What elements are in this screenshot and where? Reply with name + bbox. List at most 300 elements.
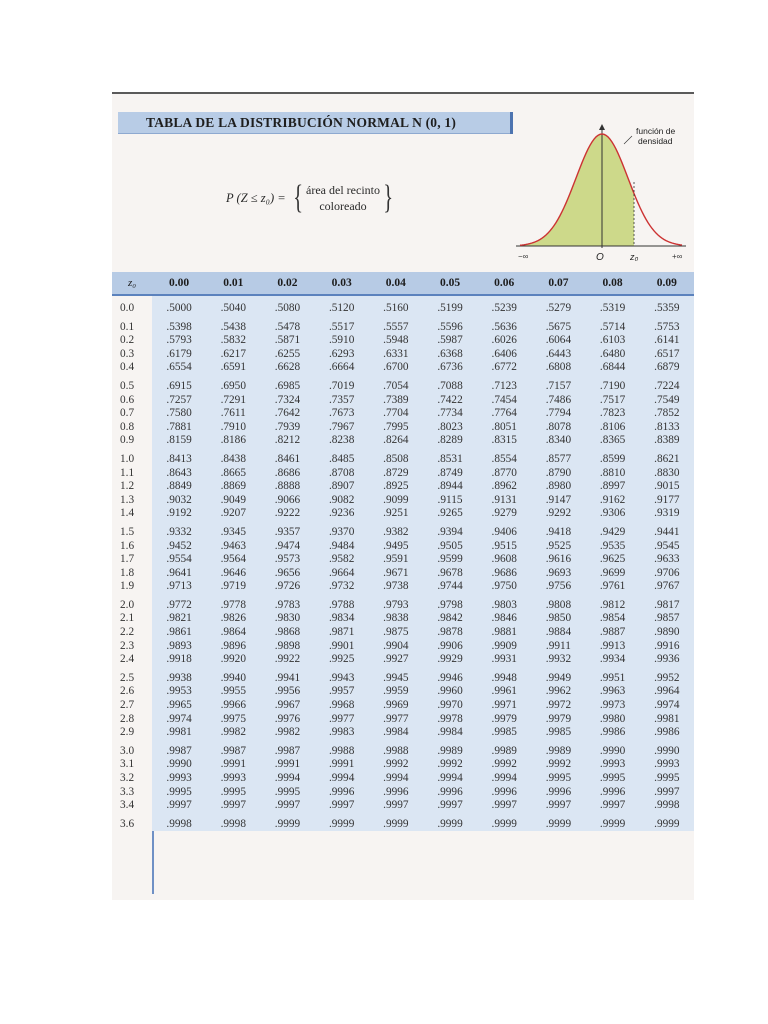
probability-cell: .8554: [477, 448, 531, 467]
probability-cell: .6879: [640, 361, 694, 375]
probability-cell: .6368: [423, 348, 477, 362]
probability-cell: .9916: [640, 640, 694, 654]
probability-cell: .9999: [423, 813, 477, 832]
probability-cell: .9955: [206, 685, 260, 699]
probability-cell: .9989: [531, 740, 585, 759]
probability-cell: .6026: [477, 334, 531, 348]
probability-cell: .9370: [315, 521, 369, 540]
z-value-cell: 0.6: [112, 394, 152, 408]
z-column-header: z₀: [112, 272, 152, 295]
table-row: [112, 685, 694, 699]
probability-cell: .8944: [423, 480, 477, 494]
right-brace: }: [383, 179, 394, 216]
probability-cell: .9953: [152, 685, 206, 699]
probability-cell: .9963: [586, 685, 640, 699]
probability-cell: .9999: [260, 813, 314, 832]
probability-cell: .9996: [369, 786, 423, 800]
probability-cell: .9999: [531, 813, 585, 832]
probability-cell: .9993: [206, 772, 260, 786]
probability-cell: .8340: [531, 434, 585, 448]
probability-cell: .9991: [315, 758, 369, 772]
probability-cell: .7019: [315, 375, 369, 394]
table-row: [112, 653, 694, 667]
probability-cell: .9911: [531, 640, 585, 654]
probability-cell: .9177: [640, 494, 694, 508]
probability-cell: .9977: [369, 713, 423, 727]
probability-cell: .9996: [531, 786, 585, 800]
probability-cell: .9896: [206, 640, 260, 654]
probability-cell: .9936: [640, 653, 694, 667]
probability-cell: .9834: [315, 612, 369, 626]
probability-cell: .9495: [369, 540, 423, 554]
probability-cell: .7794: [531, 407, 585, 421]
probability-cell: .7054: [369, 375, 423, 394]
probability-cell: .9015: [640, 480, 694, 494]
z-value-cell: 1.0: [112, 448, 152, 467]
probability-cell: .9996: [423, 786, 477, 800]
z-value-cell: 2.2: [112, 626, 152, 640]
probability-cell: .6517: [640, 348, 694, 362]
probability-cell: .5596: [423, 316, 477, 335]
probability-cell: .9484: [315, 540, 369, 554]
probability-cell: .9991: [206, 758, 260, 772]
probability-cell: .6141: [640, 334, 694, 348]
probability-cell: .9951: [586, 667, 640, 686]
column-header: 0.02: [260, 272, 314, 295]
probability-cell: .9875: [369, 626, 423, 640]
probability-cell: .8051: [477, 421, 531, 435]
left-brace: {: [292, 179, 303, 216]
probability-cell: .5359: [640, 295, 694, 316]
probability-cell: .9989: [477, 740, 531, 759]
probability-cell: .5793: [152, 334, 206, 348]
probability-cell: .7190: [586, 375, 640, 394]
probability-cell: .9994: [423, 772, 477, 786]
probability-cell: .7673: [315, 407, 369, 421]
probability-cell: .9998: [206, 813, 260, 832]
probability-cell: .9719: [206, 580, 260, 594]
probability-cell: .9980: [586, 713, 640, 727]
probability-cell: .9965: [152, 699, 206, 713]
probability-cell: .9993: [586, 758, 640, 772]
probability-cell: .9162: [586, 494, 640, 508]
probability-cell: .5199: [423, 295, 477, 316]
z-value-cell: 0.5: [112, 375, 152, 394]
probability-cell: .9573: [260, 553, 314, 567]
probability-cell: .9452: [152, 540, 206, 554]
probability-cell: .9812: [586, 594, 640, 613]
z-value-cell: 0.0: [112, 295, 152, 316]
column-header: 0.07: [531, 272, 585, 295]
probability-cell: .6772: [477, 361, 531, 375]
z-value-cell: 3.6: [112, 813, 152, 832]
probability-cell: .7852: [640, 407, 694, 421]
probability-cell: .5753: [640, 316, 694, 335]
probability-cell: .6664: [315, 361, 369, 375]
probability-cell: .8849: [152, 480, 206, 494]
probability-cell: .9990: [640, 740, 694, 759]
probability-cell: .7764: [477, 407, 531, 421]
probability-cell: .9515: [477, 540, 531, 554]
probability-cell: .5871: [260, 334, 314, 348]
probability-cell: .8810: [586, 467, 640, 481]
table-page: [112, 92, 694, 900]
probability-cell: .9871: [315, 626, 369, 640]
probability-cell: .7224: [640, 375, 694, 394]
probability-cell: .9998: [152, 813, 206, 832]
probability-cell: .9693: [531, 567, 585, 581]
table-row: [112, 726, 694, 740]
table-row: [112, 667, 694, 686]
probability-cell: .9997: [531, 799, 585, 813]
probability-cell: .9842: [423, 612, 477, 626]
probability-cell: .8643: [152, 467, 206, 481]
probability-cell: .9997: [206, 799, 260, 813]
probability-cell: .9997: [640, 786, 694, 800]
z-value-cell: 0.1: [112, 316, 152, 335]
probability-cell: .9279: [477, 507, 531, 521]
probability-cell: .9909: [477, 640, 531, 654]
probability-cell: .9997: [260, 799, 314, 813]
curve-label-line-2: densidad: [638, 136, 673, 146]
probability-cell: .5832: [206, 334, 260, 348]
probability-cell: .9982: [260, 726, 314, 740]
probability-cell: .8289: [423, 434, 477, 448]
probability-cell: .8485: [315, 448, 369, 467]
probability-cell: .9968: [315, 699, 369, 713]
probability-cell: .9306: [586, 507, 640, 521]
probability-cell: .9934: [586, 653, 640, 667]
table-row: [112, 480, 694, 494]
z0-label: z₀: [630, 252, 639, 262]
probability-cell: .9750: [477, 580, 531, 594]
probability-cell: .9846: [477, 612, 531, 626]
probability-cell: .9999: [640, 813, 694, 832]
probability-cell: .9962: [531, 685, 585, 699]
probability-cell: .9099: [369, 494, 423, 508]
probability-cell: .9992: [531, 758, 585, 772]
probability-cell: .9382: [369, 521, 423, 540]
probability-cell: .9990: [152, 758, 206, 772]
z-value-cell: 2.3: [112, 640, 152, 654]
probability-cell: .9625: [586, 553, 640, 567]
probability-cell: .9982: [206, 726, 260, 740]
probability-cell: .9744: [423, 580, 477, 594]
probability-cell: .5319: [586, 295, 640, 316]
probability-cell: .7910: [206, 421, 260, 435]
probability-cell: .9878: [423, 626, 477, 640]
probability-cell: .9970: [423, 699, 477, 713]
probability-cell: .5438: [206, 316, 260, 335]
probability-cell: .9292: [531, 507, 585, 521]
probability-cell: .6985: [260, 375, 314, 394]
probability-cell: .9192: [152, 507, 206, 521]
probability-cell: .9251: [369, 507, 423, 521]
table-row: [112, 407, 694, 421]
probability-cell: .6915: [152, 375, 206, 394]
probability-cell: .9783: [260, 594, 314, 613]
probability-cell: .7157: [531, 375, 585, 394]
probability-cell: .6700: [369, 361, 423, 375]
column-header: 0.05: [423, 272, 477, 295]
probability-cell: .9881: [477, 626, 531, 640]
formula-line-1: área del recinto: [306, 183, 380, 197]
probability-cell: .9671: [369, 567, 423, 581]
probability-cell: .5714: [586, 316, 640, 335]
probability-cell: .9664: [315, 567, 369, 581]
z-value-cell: 2.7: [112, 699, 152, 713]
probability-cell: .9761: [586, 580, 640, 594]
probability-cell: .9418: [531, 521, 585, 540]
probability-cell: .9826: [206, 612, 260, 626]
probability-cell: .9599: [423, 553, 477, 567]
probability-cell: .9441: [640, 521, 694, 540]
probability-cell: .9236: [315, 507, 369, 521]
probability-cell: .7123: [477, 375, 531, 394]
probability-cell: .9394: [423, 521, 477, 540]
probability-cell: .9817: [640, 594, 694, 613]
probability-cell: .9988: [315, 740, 369, 759]
probability-cell: .9927: [369, 653, 423, 667]
probability-cell: .9463: [206, 540, 260, 554]
probability-cell: .8888: [260, 480, 314, 494]
probability-cell: .6808: [531, 361, 585, 375]
probability-cell: .7995: [369, 421, 423, 435]
probability-cell: .9959: [369, 685, 423, 699]
probability-cell: .9332: [152, 521, 206, 540]
probability-cell: .9995: [531, 772, 585, 786]
probability-cell: .9987: [206, 740, 260, 759]
probability-cell: .9992: [423, 758, 477, 772]
probability-formula: [226, 176, 396, 220]
probability-cell: .6331: [369, 348, 423, 362]
probability-cell: .8159: [152, 434, 206, 448]
probability-cell: .8186: [206, 434, 260, 448]
table-row: [112, 394, 694, 408]
table-row: [112, 434, 694, 448]
probability-cell: .9082: [315, 494, 369, 508]
probability-cell: .9960: [423, 685, 477, 699]
probability-cell: .9641: [152, 567, 206, 581]
table-row: [112, 612, 694, 626]
column-header: 0.03: [315, 272, 369, 295]
probability-cell: .9474: [260, 540, 314, 554]
z-value-cell: 1.8: [112, 567, 152, 581]
probability-cell: .6554: [152, 361, 206, 375]
probability-cell: .9999: [369, 813, 423, 832]
column-header: 0.00: [152, 272, 206, 295]
probability-cell: .9864: [206, 626, 260, 640]
probability-cell: .9994: [260, 772, 314, 786]
probability-cell: .9967: [260, 699, 314, 713]
probability-cell: .8830: [640, 467, 694, 481]
probability-cell: .6103: [586, 334, 640, 348]
table-row: [112, 786, 694, 800]
probability-cell: .9996: [477, 786, 531, 800]
probability-cell: .6736: [423, 361, 477, 375]
probability-cell: .9633: [640, 553, 694, 567]
probability-cell: .9973: [586, 699, 640, 713]
probability-cell: .7704: [369, 407, 423, 421]
probability-cell: .9357: [260, 521, 314, 540]
probability-cell: .9995: [206, 786, 260, 800]
z-value-cell: 2.6: [112, 685, 152, 699]
probability-cell: .9977: [315, 713, 369, 727]
probability-cell: .9998: [640, 799, 694, 813]
probability-cell: .9997: [152, 799, 206, 813]
formula-definition: [306, 182, 380, 214]
z-value-cell: 1.4: [112, 507, 152, 521]
probability-cell: .7823: [586, 407, 640, 421]
probability-cell: .5239: [477, 295, 531, 316]
probability-cell: .6950: [206, 375, 260, 394]
z-value-cell: 0.4: [112, 361, 152, 375]
z-value-cell: 3.4: [112, 799, 152, 813]
probability-cell: .6255: [260, 348, 314, 362]
probability-cell: .5398: [152, 316, 206, 335]
probability-cell: .9732: [315, 580, 369, 594]
probability-cell: .9999: [586, 813, 640, 832]
probability-cell: .7257: [152, 394, 206, 408]
probability-cell: .8962: [477, 480, 531, 494]
top-rule: [112, 92, 694, 94]
z-value-cell: 1.7: [112, 553, 152, 567]
probability-cell: .5279: [531, 295, 585, 316]
probability-cell: .5000: [152, 295, 206, 316]
probability-cell: .9793: [369, 594, 423, 613]
z-value-cell: 1.6: [112, 540, 152, 554]
probability-cell: .9941: [260, 667, 314, 686]
origin-label: O: [596, 252, 604, 263]
z-value-cell: 2.0: [112, 594, 152, 613]
probability-cell: .9898: [260, 640, 314, 654]
probability-cell: .8238: [315, 434, 369, 448]
probability-cell: .9505: [423, 540, 477, 554]
probability-cell: .5478: [260, 316, 314, 335]
probability-cell: .9997: [315, 799, 369, 813]
probability-cell: .8078: [531, 421, 585, 435]
probability-cell: .9981: [152, 726, 206, 740]
neg-infinity-label: −∞: [518, 252, 529, 261]
probability-cell: .9147: [531, 494, 585, 508]
probability-cell: .9976: [260, 713, 314, 727]
probability-cell: .9956: [260, 685, 314, 699]
probability-cell: .9987: [260, 740, 314, 759]
probability-cell: .6179: [152, 348, 206, 362]
z-value-cell: 2.5: [112, 667, 152, 686]
probability-cell: .8729: [369, 467, 423, 481]
table-row: [112, 813, 694, 832]
probability-cell: .8708: [315, 467, 369, 481]
probability-cell: .9767: [640, 580, 694, 594]
probability-cell: .9997: [423, 799, 477, 813]
probability-cell: .9931: [477, 653, 531, 667]
probability-cell: .8315: [477, 434, 531, 448]
probability-cell: .9699: [586, 567, 640, 581]
probability-cell: .9996: [586, 786, 640, 800]
probability-cell: .8907: [315, 480, 369, 494]
probability-cell: .9994: [369, 772, 423, 786]
probability-cell: .5948: [369, 334, 423, 348]
probability-cell: .9887: [586, 626, 640, 640]
probability-cell: .9975: [206, 713, 260, 727]
probability-cell: .8925: [369, 480, 423, 494]
probability-cell: .6293: [315, 348, 369, 362]
probability-cell: .9995: [152, 786, 206, 800]
column-header: 0.01: [206, 272, 260, 295]
formula-lhs: P (Z ≤ z₀) =: [226, 190, 286, 205]
probability-cell: .9535: [586, 540, 640, 554]
probability-cell: .9904: [369, 640, 423, 654]
probability-cell: .9893: [152, 640, 206, 654]
probability-cell: .9932: [531, 653, 585, 667]
z-value-cell: 0.9: [112, 434, 152, 448]
table-row: [112, 640, 694, 654]
probability-cell: .5120: [315, 295, 369, 316]
probability-cell: .9798: [423, 594, 477, 613]
probability-cell: .9979: [477, 713, 531, 727]
probability-cell: .9984: [369, 726, 423, 740]
z-value-cell: 1.2: [112, 480, 152, 494]
probability-cell: .5557: [369, 316, 423, 335]
probability-cell: .9966: [206, 699, 260, 713]
probability-cell: .9890: [640, 626, 694, 640]
probability-cell: .9608: [477, 553, 531, 567]
probability-cell: .9854: [586, 612, 640, 626]
probability-cell: .9525: [531, 540, 585, 554]
probability-cell: .9986: [640, 726, 694, 740]
z-value-cell: 2.4: [112, 653, 152, 667]
z-value-cell: 0.3: [112, 348, 152, 362]
probability-cell: .9788: [315, 594, 369, 613]
probability-cell: .9115: [423, 494, 477, 508]
probability-cell: .9616: [531, 553, 585, 567]
probability-cell: .9918: [152, 653, 206, 667]
probability-cell: .9961: [477, 685, 531, 699]
probability-cell: .7389: [369, 394, 423, 408]
probability-cell: .9945: [369, 667, 423, 686]
formula-line-2: coloreado: [319, 199, 367, 213]
y-axis-arrow: [599, 124, 605, 130]
probability-cell: .9066: [260, 494, 314, 508]
z-value-cell: 2.9: [112, 726, 152, 740]
probability-cell: .7088: [423, 375, 477, 394]
z-value-cell: 3.2: [112, 772, 152, 786]
table-row: [112, 334, 694, 348]
probability-cell: .8212: [260, 434, 314, 448]
probability-cell: .9756: [531, 580, 585, 594]
probability-cell: .9319: [640, 507, 694, 521]
probability-cell: .7881: [152, 421, 206, 435]
probability-cell: .9582: [315, 553, 369, 567]
probability-cell: .9913: [586, 640, 640, 654]
probability-cell: .5040: [206, 295, 260, 316]
z-value-cell: 0.8: [112, 421, 152, 435]
probability-cell: .9857: [640, 612, 694, 626]
probability-cell: .8413: [152, 448, 206, 467]
probability-cell: .9656: [260, 567, 314, 581]
table-row: [112, 740, 694, 759]
probability-cell: .9985: [477, 726, 531, 740]
probability-cell: .9591: [369, 553, 423, 567]
probability-cell: .9948: [477, 667, 531, 686]
probability-cell: .9996: [315, 786, 369, 800]
probability-cell: .9830: [260, 612, 314, 626]
probability-cell: .7734: [423, 407, 477, 421]
probability-cell: .9922: [260, 653, 314, 667]
table-row: [112, 348, 694, 362]
probability-cell: .9995: [260, 786, 314, 800]
